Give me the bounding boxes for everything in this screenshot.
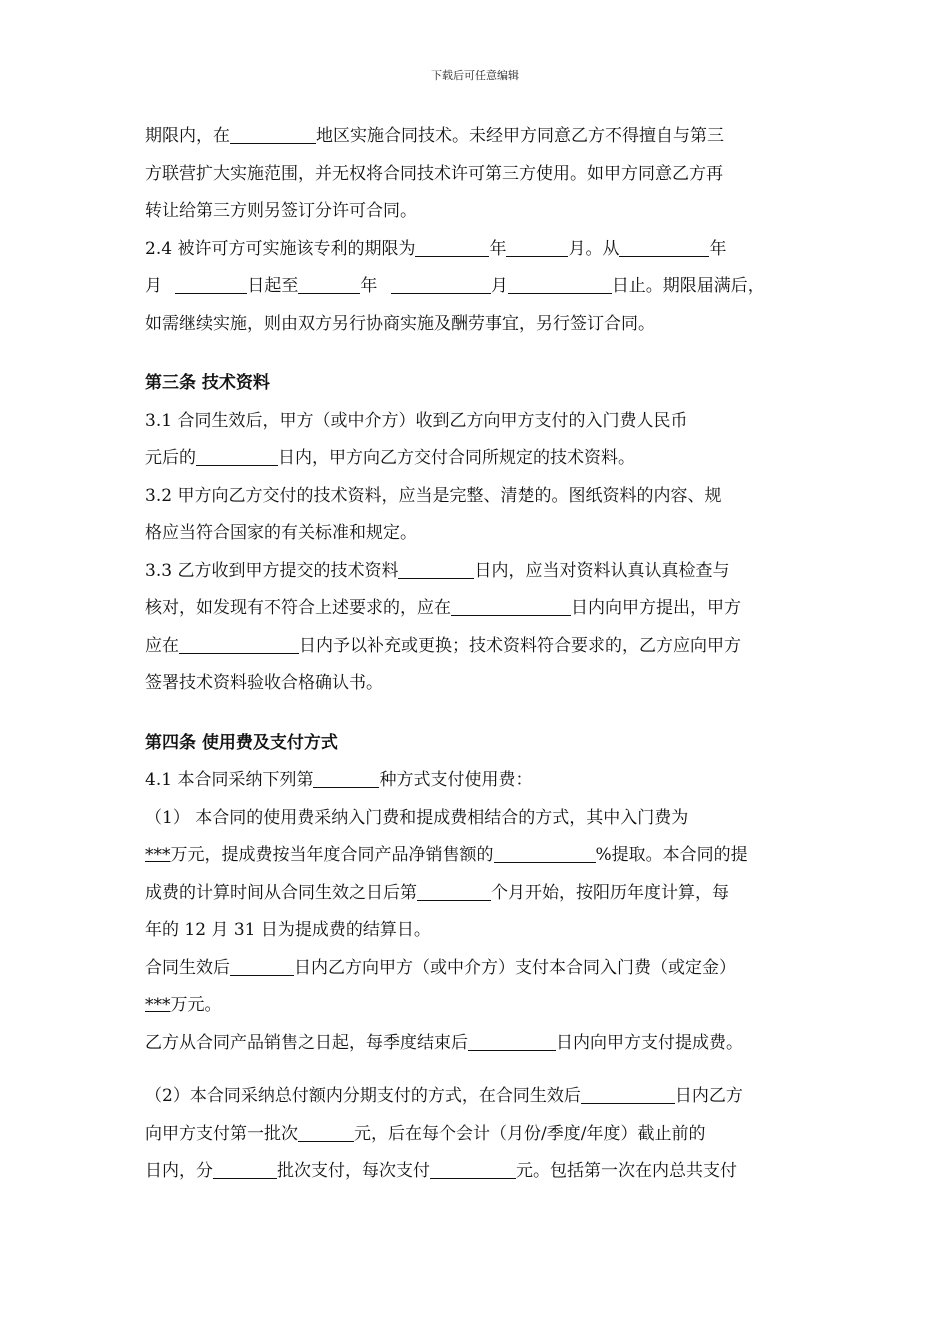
paragraph-line (145, 1116, 810, 1154)
text: 日内向甲方支付提成费。 (556, 1032, 743, 1053)
paragraph-line (145, 950, 810, 988)
paragraph-line (145, 837, 810, 875)
text: 日内予以补充或更换；技术资料符合要求的，乙方应向甲方 (299, 635, 741, 656)
paragraph-line: 格应当符合国家的有关标准和规定。 (145, 523, 417, 543)
paragraph-line (145, 762, 810, 800)
paragraph-line: 3.2 甲方向乙方交付的技术资料，应当是完整、清楚的。图纸资料的内容、规 (145, 485, 722, 506)
text: 乙方从合同产品销售之日起，每季度结束后 (145, 1032, 468, 1053)
text: 万元，提成费按当年度合同产品净销售额的 (170, 845, 494, 865)
fill-blank (398, 560, 474, 579)
text: 合同生效后 (145, 957, 230, 978)
paragraph-line (145, 553, 810, 591)
document-body (145, 118, 810, 1191)
paragraph-line (145, 1153, 810, 1191)
text: 个月开始，按阳历年度计算，每 (491, 882, 729, 903)
fill-blank (619, 238, 709, 257)
text: 应在 (145, 635, 179, 656)
text: 批次支付，每次支付 (277, 1161, 430, 1181)
underlined-value: *** (145, 995, 171, 1015)
text: 日止。期限届满后， (611, 276, 765, 296)
paragraph-line (145, 268, 810, 306)
page-header: 下载后可任意编辑 (431, 69, 519, 82)
paragraph-line: （1） 本合同的使用费采纳入门费和提成费相结合的方式，其中入门费为 (145, 807, 689, 828)
paragraph-line: 签署技术资料验收合格确认书。 (145, 673, 383, 693)
fill-blank (415, 238, 489, 257)
text: 成费的计算时间从合同生效之日后第 (145, 882, 417, 903)
paragraph-line (145, 590, 810, 628)
fill-blank (430, 1160, 516, 1179)
text: 2.4 被许可方可实施该专利的期限为 (145, 238, 416, 259)
text: 日起至 (247, 276, 299, 296)
fill-blank (230, 125, 316, 144)
fill-blank (175, 275, 247, 294)
paragraph-line: 3.1 合同生效后，甲方（或中介方）收到乙方向甲方支付的入门费人民币 (145, 410, 688, 431)
text: 年 (709, 238, 727, 259)
text: 万元。 (170, 995, 222, 1015)
fill-blank (313, 769, 379, 788)
text: 3.3 乙方收到甲方提交的技术资料 (145, 560, 399, 581)
fill-blank (451, 597, 571, 616)
section-heading: 第三条 技术资料 (145, 373, 270, 393)
text: 元后的 (145, 448, 196, 468)
paragraph-line: 如需继续实施，则由双方另行协商实施及酬劳事宜，另行签订合同。 (145, 313, 655, 334)
text: 日内，甲方向乙方交付合同所规定的技术资料。 (278, 448, 635, 468)
fill-blank (213, 1160, 277, 1179)
paragraph-line (145, 987, 810, 1025)
text: 期限内，在 (145, 126, 230, 146)
paragraph-line (145, 440, 810, 478)
paragraph-line (145, 875, 810, 913)
fill-blank (581, 1085, 675, 1104)
fill-blank (196, 447, 278, 466)
fill-blank (506, 238, 568, 257)
text: 日内乙方向甲方（或中介方）支付本合同入门费（或定金） (294, 957, 736, 978)
fill-blank (417, 882, 491, 901)
text: 日内，分 (145, 1161, 213, 1181)
text: 4.1 本合同采纳下列第 (145, 770, 314, 790)
text: 核对，如发现有不符合上述要求的，应在 (145, 598, 451, 618)
fill-blank (391, 275, 491, 294)
text: %提取。本合同的提 (595, 845, 748, 865)
paragraph-line (145, 1025, 810, 1063)
paragraph-line: 转让给第三方则另签订分许可合同。 (145, 201, 417, 221)
text: 月。从 (568, 238, 620, 259)
paragraph-line: 方联营扩大实施范围，并无权将合同技术许可第三方使用。如甲方同意乙方再 (145, 163, 723, 184)
text: 地区实施合同技术。未经甲方同意乙方不得擅自与第三 (316, 126, 724, 146)
text: （2）本合同采纳总付额内分期支付的方式，在合同生效后 (145, 1086, 581, 1106)
fill-blank (468, 1032, 556, 1051)
text: 向甲方支付第一批次 (145, 1123, 298, 1144)
text: 种方式支付使用费： (379, 770, 533, 790)
text: 元。包括第一次在内总共支付 (516, 1161, 737, 1181)
paragraph-line (145, 231, 810, 269)
text: 元，后在每个会计（月份/季度/年度）截止前的 (354, 1123, 706, 1144)
text: 日内，应当对资料认真认真检查与 (474, 560, 730, 581)
fill-blank (494, 844, 596, 863)
text: 月 (490, 276, 508, 296)
text: 年 (360, 276, 383, 296)
fill-blank (298, 275, 360, 294)
text: 月 (145, 276, 168, 296)
section-heading: 第四条 使用费及支付方式 (145, 732, 338, 753)
text: 日内向甲方提出，甲方 (571, 598, 741, 618)
text: 年 (489, 238, 507, 259)
fill-blank (179, 635, 299, 654)
paragraph-line: 年的 12 月 31 日为提成费的结算日。 (145, 920, 431, 940)
paragraph-line (145, 1078, 810, 1116)
fill-blank (508, 275, 612, 294)
fill-blank (230, 957, 294, 976)
paragraph-line (145, 118, 810, 156)
paragraph-line (145, 628, 810, 666)
underlined-value: *** (145, 845, 171, 865)
text: 日内乙方 (674, 1086, 743, 1106)
fill-blank (298, 1123, 354, 1142)
